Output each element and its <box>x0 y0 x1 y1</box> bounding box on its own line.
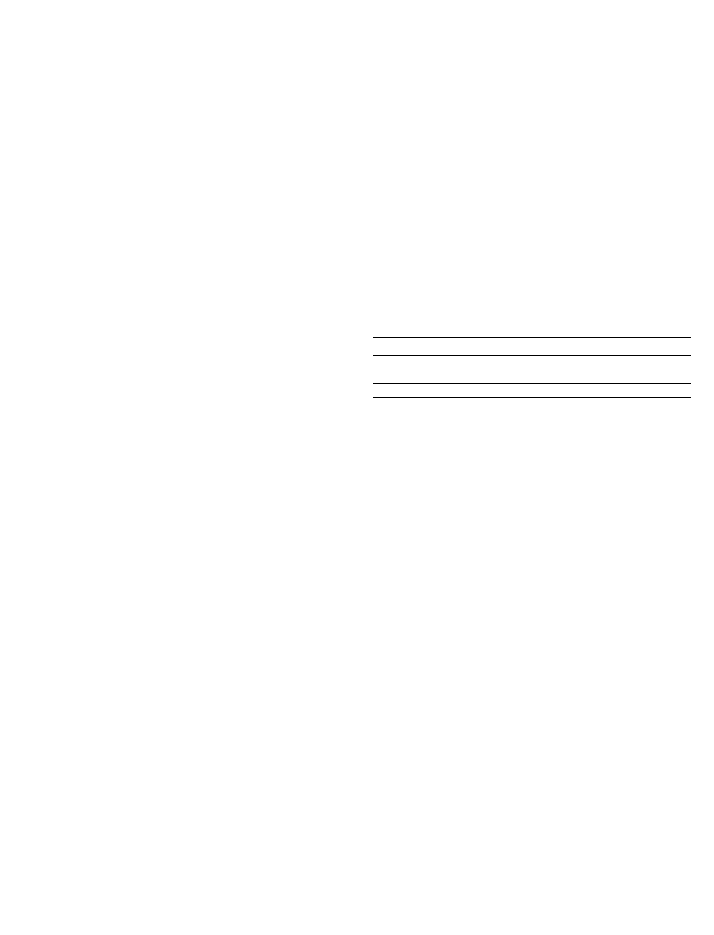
table-header-state <box>373 338 479 356</box>
table-cell-pressure <box>585 384 691 398</box>
table-header-row <box>373 338 691 356</box>
table-row <box>373 384 691 398</box>
figure-5-legend <box>604 22 697 138</box>
table-cell-pressure <box>585 370 691 384</box>
table-2 <box>373 337 691 398</box>
table-header-pressure <box>585 338 691 356</box>
figure-5 <box>0 0 714 235</box>
table-row <box>373 356 691 370</box>
table-header-length <box>479 338 585 356</box>
figure-6-chart <box>60 478 320 648</box>
table-cell-length <box>479 384 585 398</box>
table-cell-length <box>479 370 585 384</box>
table-cell-state <box>373 356 479 384</box>
table-cell-pressure <box>585 356 691 370</box>
table-cell-state <box>373 384 479 398</box>
table-cell-length <box>479 356 585 370</box>
